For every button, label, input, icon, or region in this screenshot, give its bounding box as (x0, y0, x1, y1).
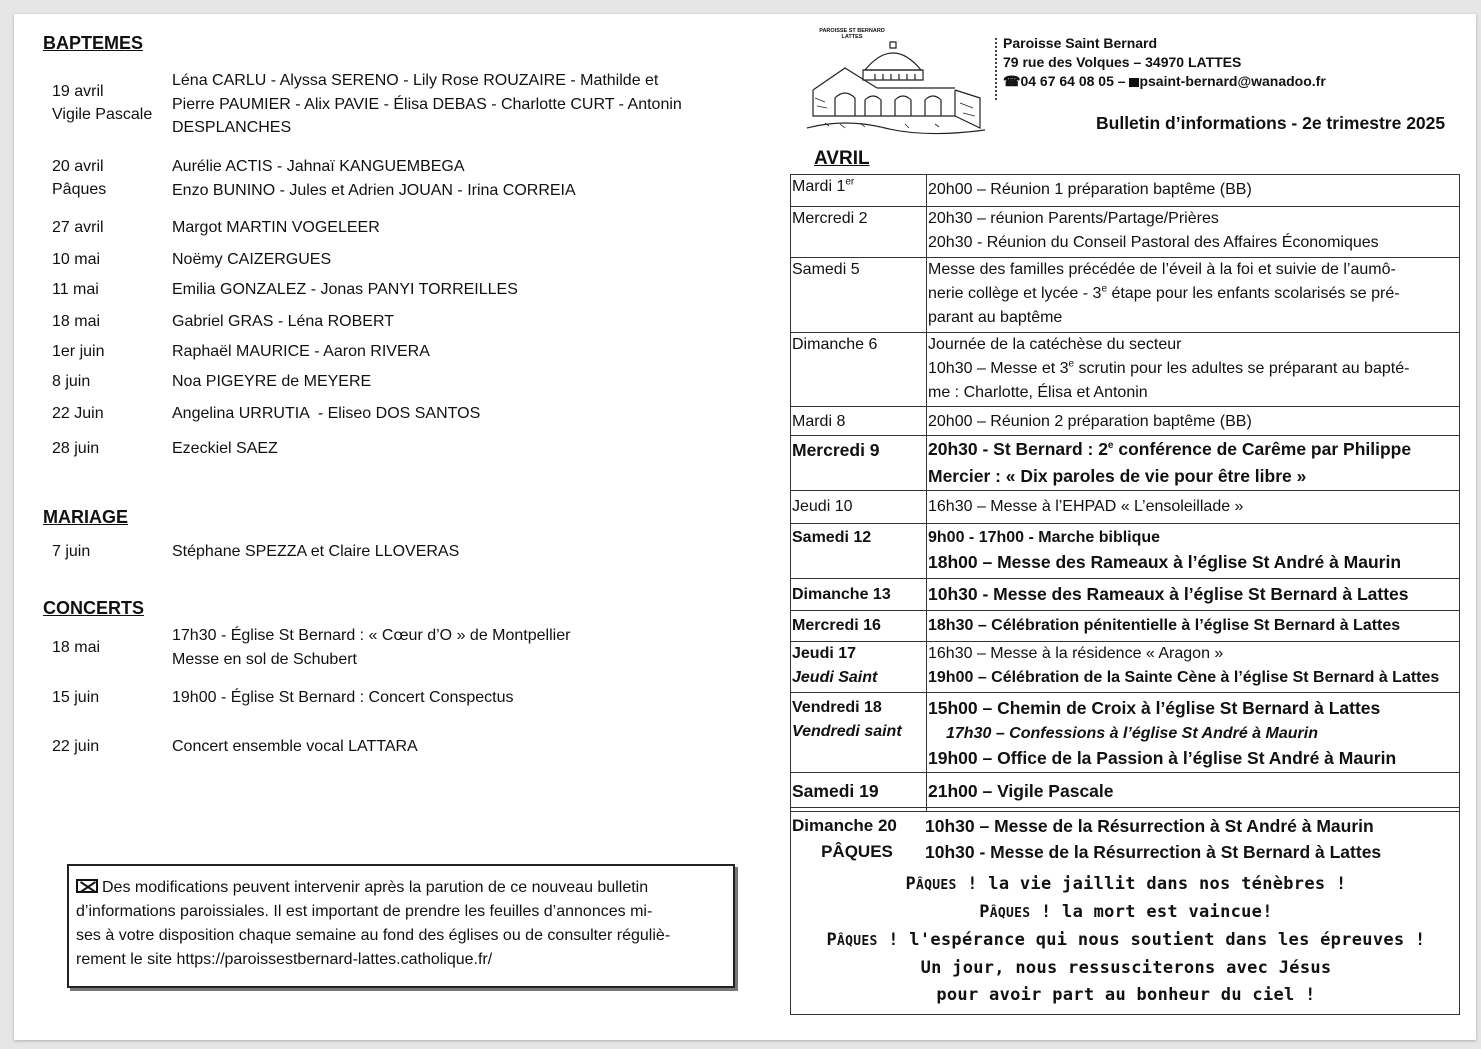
phone-icon: ☎ (1003, 73, 1021, 89)
bulletin-title: Bulletin d’informations - 2e trimestre 2025 (1096, 113, 1446, 133)
schedule-row (791, 407, 1460, 436)
section-title-baptemes: BAPTEMES (43, 33, 144, 53)
notice-box: Des modifications peuvent intervenir après la parution de ce nouveau bulletin d’informations paroissiales. Il est important de prendre les feuilles d’annonces mi- ses à votre disposition chaque semaine au fond des églises ou de consulter réguliè- rement le site https://paroissestbernard-lattes.catholique.fr/ (67, 864, 735, 988)
easter-message-line: Un jour, nous ressusciterons avec Jésus (920, 958, 1332, 978)
schedule-row (791, 258, 1460, 333)
bapteme-names: Emilia GONZALEZ - Jonas PANYI TORREILLES (172, 281, 518, 298)
bapteme-names: Ezeckiel SAEZ (172, 440, 278, 457)
schedule-row (791, 175, 1460, 207)
schedule-row (791, 436, 1460, 491)
schedule-table (790, 174, 1460, 812)
schedule-event: 10h30 – Messe de la Résurrection à St André à Maurin 10h30 - Messe de la Résurrection à St Bernard à Lattes (925, 816, 1382, 862)
bapteme-date: 28 juin (52, 440, 100, 457)
schedule-day: Dimanche 6 (791, 333, 927, 407)
bapteme-names: Léna CARLU - Alyssa SERENO - Lily Rose ROUZAIRE - Mathilde et Pierre PAUMIER - Alix PAVIE - Élisa DEBAS - Charlotte CURT - Antonin DESPLANCHES (172, 72, 682, 136)
parish-name: Paroisse Saint Bernard (1003, 35, 1158, 51)
schedule-event: 20h30 - St Bernard : 2e conférence de Carême par Philippe Mercier : « Dix paroles de vie pour être libre » (927, 436, 1460, 491)
bapteme-date: 19 avril Vigile Pascale (52, 83, 153, 123)
bapteme-names: Margot MARTIN VOGELEER (172, 219, 380, 236)
schedule-day: Samedi 5 (791, 258, 927, 333)
bapteme-date: 22 Juin (52, 405, 104, 422)
checkbox-x-icon (76, 879, 98, 893)
schedule-row (791, 524, 1460, 579)
parish-contact (1003, 34, 1326, 91)
schedule-event: 20h00 – Réunion 1 préparation baptême (BB) (927, 175, 1460, 207)
schedule-day: Mardi 1er (791, 175, 927, 207)
schedule-day: Jeudi 17 Jeudi Saint (791, 642, 927, 693)
schedule-row (791, 207, 1460, 258)
bapteme-names: Gabriel GRAS - Léna ROBERT (172, 313, 395, 330)
section-title-mariage: MARIAGE (43, 507, 128, 527)
schedule-day: Mercredi 9 (791, 436, 927, 491)
parish-phone-email: ☎04 67 64 08 05 – psaint-bernard@wanadoo.fr (1003, 73, 1326, 89)
easter-message-line: PÂQUES ! la vie jaillit dans nos ténèbres ! (905, 874, 1347, 894)
schedule-event: 16h30 – Messe à la résidence « Aragon » 19h00 – Célébration de la Sainte Cène à l’église St Bernard à Lattes (927, 642, 1460, 693)
schedule-day: Mercredi 16 (791, 611, 927, 642)
concert-date: 22 juin (52, 738, 100, 755)
concert-details: 19h00 - Église St Bernard : Concert Conspectus (172, 689, 514, 706)
schedule-day: Samedi 19 (791, 773, 927, 812)
bapteme-date: 18 mai (52, 313, 101, 330)
schedule-event: 18h30 – Célébration pénitentielle à l’église St Bernard à Lattes (927, 611, 1460, 642)
schedule-row (791, 611, 1460, 642)
bapteme-names: Noëmy CAIZERGUES (172, 251, 332, 268)
schedule-event: 9h00 - 17h00 - Marche biblique 18h00 – Messe des Rameaux à l’église St André à Maurin (927, 524, 1460, 579)
bapteme-names: Angelina URRUTIA - Eliseo DOS SANTOS (172, 405, 481, 422)
bapteme-names: Raphaël MAURICE - Aaron RIVERA (172, 343, 430, 360)
month-title: AVRIL (814, 148, 870, 169)
schedule-row (791, 693, 1460, 773)
schedule-day: Mercredi 2 (791, 207, 927, 258)
bapteme-date: 10 mai (52, 251, 101, 268)
easter-message-line: pour avoir part au bonheur du ciel ! (936, 985, 1316, 1005)
schedule-row (791, 333, 1460, 407)
schedule-event: Messe des familles précédée de l’éveil à la foi et suivie de l’aumô- nerie collège et lycée - 3e étape pour les enfants scolarisés se pré- parant au baptême (927, 258, 1460, 333)
schedule-event: 21h00 – Vigile Pascale (927, 773, 1460, 812)
concert-date: 15 juin (52, 689, 100, 706)
schedule-day: Dimanche 13 (791, 579, 927, 611)
bapteme-date: 1er juin (52, 343, 105, 360)
schedule-day: Samedi 12 (791, 524, 927, 579)
schedule-row (791, 773, 1460, 812)
easter-message-line: PÂQUES ! la mort est vaincue! (979, 902, 1273, 922)
easter-message-line: PÂQUES ! l'espérance qui nous soutient dans les épreuves ! (826, 930, 1426, 950)
bapteme-names: Noa PIGEYRE de MEYERE (172, 373, 372, 390)
mariage-names: Stéphane SPEZZA et Claire LLOVERAS (172, 543, 460, 560)
schedule-row (791, 491, 1460, 524)
parish-address: 79 rue des Volques – 34970 LATTES (1003, 54, 1242, 70)
mariage-date: 7 juin (52, 543, 91, 560)
schedule-day: Jeudi 10 (791, 491, 927, 524)
bapteme-date: 20 avril Pâques (52, 158, 107, 198)
schedule-event: 20h00 – Réunion 2 préparation baptême (BB) (927, 407, 1460, 436)
bapteme-date: 27 avril (52, 219, 104, 236)
bapteme-names: Aurélie ACTIS - Jahnaï KANGUEMBEGA Enzo BUNINO - Jules et Adrien JOUAN - Irina CORREIA (172, 158, 576, 199)
schedule-row (791, 642, 1460, 693)
schedule-event: 20h30 – réunion Parents/Partage/Prières 20h30 - Réunion du Conseil Pastoral des Affaires Économiques (927, 207, 1460, 258)
bapteme-date: 11 mai (52, 281, 99, 298)
schedule-event: 10h30 - Messe des Rameaux à l’église St Bernard à Lattes (927, 579, 1460, 611)
schedule-event: 16h30 – Messe à l’EHPAD « L’ensoleillade » (927, 491, 1460, 524)
header-divider (995, 38, 997, 100)
schedule-row (791, 579, 1460, 611)
concert-details: 17h30 - Église St Bernard : « Cœur d’O » de Montpellier Messe en sol de Schubert (172, 627, 571, 668)
bapteme-date: 8 juin (52, 373, 91, 390)
concert-details: Concert ensemble vocal LATTARA (172, 738, 418, 755)
schedule-event: 15h00 – Chemin de Croix à l’église St Bernard à Lattes 17h30 – Confessions à l’église St André à Maurin 19h00 – Office de la Passion à l’église St André à Maurin (927, 693, 1460, 773)
schedule-day: Mardi 8 (791, 407, 927, 436)
schedule-event: Journée de la catéchèse du secteur 10h30 – Messe et 3e scrutin pour les adultes se préparant au bapté- me : Charlotte, Élisa et Antonin (927, 333, 1460, 407)
mail-icon (1129, 78, 1139, 87)
church-logo: PAROISSE ST BERNARD LATTES (805, 28, 990, 136)
section-title-concerts: CONCERTS (43, 598, 145, 618)
schedule-day: Dimanche 20 PÂQUES (792, 816, 897, 861)
schedule-day: Vendredi 18 Vendredi saint (791, 693, 927, 773)
concert-date: 18 mai (52, 639, 101, 656)
easter-box (790, 807, 1460, 1015)
